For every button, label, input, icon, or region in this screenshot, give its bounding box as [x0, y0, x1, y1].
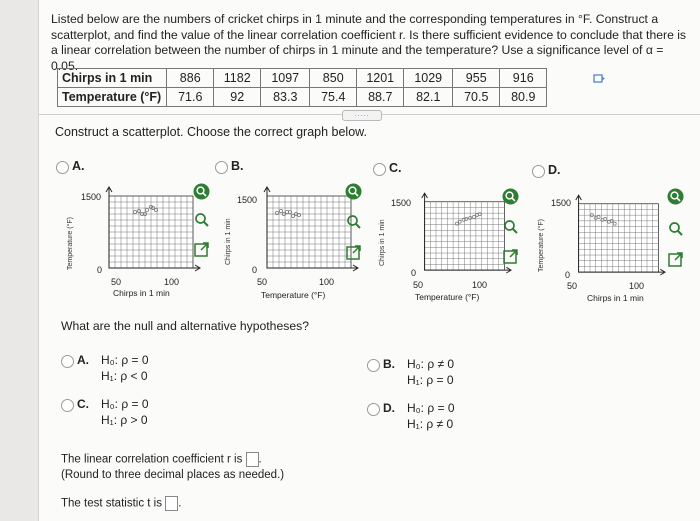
tstat-text: The test statistic t is	[61, 497, 162, 510]
hypothesis-option-c[interactable]	[61, 397, 221, 431]
y-tick-label: 0	[252, 265, 258, 275]
x-tick-label: 100	[472, 280, 488, 290]
grid	[264, 187, 358, 271]
hypotheses-prompt: What are the null and alternative hypotheses?	[61, 319, 309, 333]
correlation-text: The linear correlation coefficient r is	[61, 453, 243, 466]
table-cell: 1029	[404, 69, 453, 88]
radio-hypothesis-b[interactable]	[367, 359, 380, 372]
scatter-prompt: Construct a scatterplot. Choose the correct graph below.	[55, 125, 367, 139]
zoom-in-icon[interactable]	[345, 183, 362, 200]
option-letter: C.	[77, 397, 89, 411]
radio-option-b[interactable]	[215, 161, 228, 174]
x-axis-label: Temperature (°F)	[415, 292, 480, 302]
radio-option-d[interactable]	[532, 165, 545, 178]
x-tick-label: 100	[164, 277, 180, 287]
tstat-line: The test statistic t is .	[61, 497, 182, 510]
correlation-input[interactable]	[246, 452, 259, 467]
h0-text: H₀: ρ ≠ 0	[407, 357, 455, 371]
radio-hypothesis-c[interactable]	[61, 399, 74, 412]
table-cell: 75.4	[310, 88, 357, 107]
h1-text: H₁: ρ ≠ 0	[407, 417, 454, 431]
table-cell: 82.1	[404, 88, 453, 107]
table-cell: 70.5	[453, 88, 500, 107]
radio-hypothesis-a[interactable]	[61, 355, 74, 368]
grid	[576, 195, 665, 275]
h0-text: H₀: ρ = 0	[407, 401, 455, 415]
tstat-input[interactable]	[165, 496, 178, 511]
x-tick-label: 50	[111, 277, 122, 287]
zoom-out-icon[interactable]	[667, 220, 684, 237]
open-graph-icon[interactable]	[667, 251, 684, 268]
radio-option-c[interactable]	[373, 163, 386, 176]
scatterplot-b	[259, 186, 359, 276]
data-table	[57, 68, 547, 107]
y-tick-label: 1500	[551, 198, 572, 208]
y-axis-label: Chirps in 1 min	[379, 219, 386, 266]
table-cell: 916	[500, 69, 547, 88]
x-axis-label: Chirps in 1 min	[113, 288, 170, 298]
zoom-out-icon[interactable]	[345, 213, 362, 230]
rounding-note: (Round to three decimal places as needed.)	[61, 469, 285, 481]
copy-data-icon[interactable]	[593, 74, 605, 84]
h1-text: H₁: ρ < 0	[101, 369, 148, 383]
x-tick-label: 100	[629, 281, 645, 291]
open-graph-icon[interactable]	[193, 241, 210, 258]
table-cell: 850	[310, 69, 357, 88]
y-tick-label: 1500	[391, 198, 412, 208]
h1-text: H₁: ρ = 0	[407, 373, 454, 387]
option-letter: B.	[383, 357, 395, 371]
option-letter: A.	[72, 159, 85, 173]
table-cell: 955	[453, 69, 500, 88]
grid	[106, 187, 200, 271]
zoom-out-icon[interactable]	[193, 211, 210, 228]
radio-hypothesis-d[interactable]	[367, 403, 380, 416]
open-graph-icon[interactable]	[345, 244, 362, 261]
option-letter: B.	[231, 159, 244, 173]
table-cell: 71.6	[167, 88, 214, 107]
scatterplot-d	[571, 192, 666, 282]
x-tick-label: 50	[257, 277, 268, 287]
zoom-in-icon[interactable]	[502, 188, 519, 205]
row-label: Temperature (°F)	[58, 88, 167, 107]
option-letter: C.	[389, 161, 402, 175]
y-tick-label: 1500	[237, 195, 258, 205]
question-page	[38, 0, 700, 521]
table-cell: 80.9	[500, 88, 547, 107]
zoom-in-icon[interactable]	[667, 188, 684, 205]
table-cell: 88.7	[357, 88, 404, 107]
table-cell: 92	[214, 88, 261, 107]
correlation-line: The linear correlation coefficient r is .	[61, 453, 262, 466]
y-axis-label: Temperature (°F)	[538, 219, 545, 272]
h0-text: H₀: ρ = 0	[101, 353, 149, 367]
row-label: Chirps in 1 min	[58, 69, 167, 88]
table-row	[58, 88, 547, 107]
y-tick-label: 0	[97, 265, 103, 275]
option-letter: D.	[383, 401, 395, 415]
grid	[422, 193, 511, 273]
table-cell: 83.3	[261, 88, 310, 107]
h1-text: H₁: ρ > 0	[101, 413, 148, 427]
option-letter: A.	[77, 353, 89, 367]
y-tick-label: 0	[565, 270, 571, 280]
x-tick-label: 50	[413, 280, 424, 290]
table-cell: 1201	[357, 69, 404, 88]
x-tick-label: 100	[319, 277, 335, 287]
x-axis-label: Chirps in 1 min	[587, 293, 644, 303]
expand-button[interactable]: .....	[342, 110, 382, 121]
table-cell: 886	[167, 69, 214, 88]
open-graph-icon[interactable]	[502, 248, 519, 265]
hypothesis-option-a[interactable]	[61, 353, 221, 387]
x-tick-label: 50	[567, 281, 578, 291]
hypothesis-option-d[interactable]	[367, 401, 527, 435]
y-axis-label: Chirps in 1 min	[225, 218, 232, 265]
y-axis-label: Temperature (°F)	[67, 217, 74, 270]
hypothesis-option-b[interactable]	[367, 357, 527, 391]
y-tick-label: 0	[411, 268, 417, 278]
x-axis-label: Temperature (°F)	[261, 290, 326, 300]
radio-option-a[interactable]	[56, 161, 69, 174]
table-cell: 1182	[214, 69, 261, 88]
scatterplot-c	[417, 190, 512, 280]
scatterplot-a	[101, 186, 201, 276]
h0-text: H₀: ρ = 0	[101, 397, 149, 411]
table-cell: 1097	[261, 69, 310, 88]
zoom-out-icon[interactable]	[502, 218, 519, 235]
question-text: Listed below are the numbers of cricket chirps in 1 minute and the corresponding temperatures in °F. Construct a scatterplot, and find the value of the linear correlation coefficient r. Is there sufficient evidence to conclude that there is a linear correlation between the number of chirps in 1 minute and the temperature? Use a significance level of α = 0.05.	[51, 12, 687, 73]
option-letter: D.	[548, 163, 561, 177]
zoom-in-icon[interactable]	[193, 183, 210, 200]
y-tick-label: 1500	[81, 192, 102, 202]
table-row	[58, 69, 547, 88]
